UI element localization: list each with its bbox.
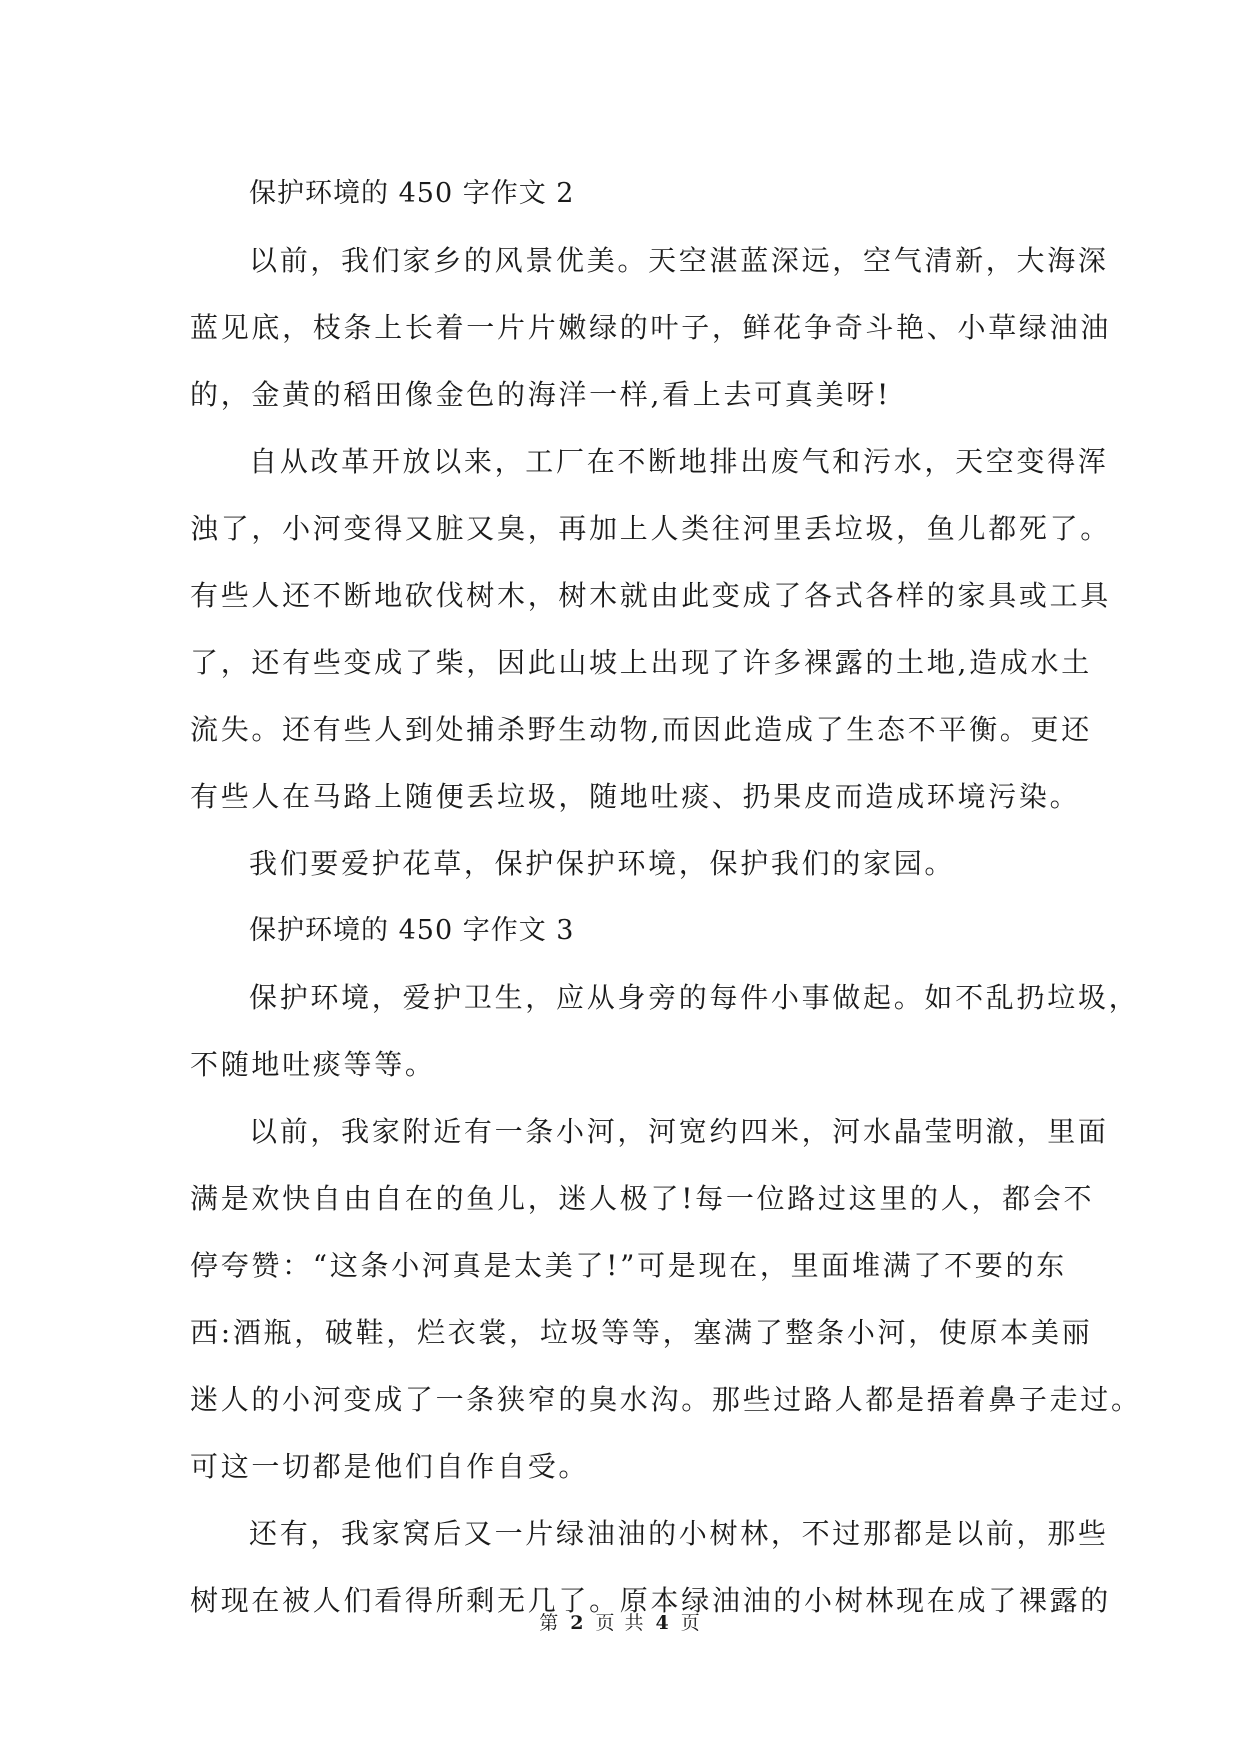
footer-total-pages: 4	[655, 1612, 671, 1634]
essay-heading-2: 保护环境的 450 字作文 2	[249, 178, 575, 209]
paragraph-line: 浊了，小河变得又脏又臭，再加上人类往河里丢垃圾，鱼儿都死了。	[190, 512, 1112, 545]
paragraph-line: 还有，我家窝后又一片绿油油的小树林，不过那都是以前，那些	[249, 1517, 1109, 1550]
document-body	[190, 160, 1142, 1634]
paragraph-line: 树现在被人们看得所剩无几了。原本绿油油的小树林现在成了裸露的	[190, 1584, 1112, 1617]
paragraph-line: 不随地吐痰等等。	[190, 1048, 436, 1081]
page-footer	[0, 1608, 1241, 1635]
paragraph-line: 自从改革开放以来，工厂在不断地排出废气和污水，天空变得浑	[249, 445, 1109, 478]
paragraph-line: 以前，我们家乡的风景优美。天空湛蓝深远，空气清新，大海深	[249, 244, 1109, 277]
paragraph-line: 的，金黄的稻田像金色的海洋一样,看上去可真美呀!	[190, 378, 891, 411]
footer-page-number: 2	[570, 1612, 586, 1634]
paragraph-line: 保护环境，爱护卫生，应从身旁的每件小事做起。如不乱扔垃圾，	[249, 981, 1140, 1014]
paragraph-line: 西:酒瓶，破鞋，烂衣裳，垃圾等等，塞满了整条小河，使原本美丽	[190, 1316, 1093, 1349]
paragraph-line: 停夸赞：“这条小河真是太美了!”可是现在，里面堆满了不要的东	[190, 1249, 1067, 1282]
paragraph-line: 我们要爱护花草，保护保护环境，保护我们的家园。	[249, 847, 956, 880]
paragraph-line: 了，还有些变成了柴，因此山坡上出现了许多裸露的土地,造成水土	[190, 646, 1092, 679]
paragraph-line: 蓝见底，枝条上长着一片片嫩绿的叶子，鲜花争奇斗艳、小草绿油油	[190, 311, 1112, 344]
footer-prefix: 第	[539, 1612, 561, 1634]
footer-total-label: 共	[624, 1612, 646, 1634]
paragraph-line: 流失。还有些人到处捕杀野生动物,而因此造成了生态不平衡。更还	[190, 713, 1092, 746]
paragraph-line: 有些人在马路上随便丢垃圾，随地吐痰、扔果皮而造成环境污染。	[190, 780, 1081, 813]
essay-heading-3: 保护环境的 450 字作文 3	[249, 915, 575, 946]
paragraph-line: 迷人的小河变成了一条狭窄的臭水沟。那些过路人都是捂着鼻子走过。	[190, 1383, 1142, 1416]
paragraph-line: 满是欢快自由自在的鱼儿，迷人极了!每一位路过这里的人，都会不	[190, 1182, 1095, 1215]
paragraph-line: 有些人还不断地砍伐树木，树木就由此变成了各式各样的家具或工具	[190, 579, 1112, 612]
footer-suffix: 页	[680, 1612, 702, 1634]
footer-page-label: 页	[595, 1612, 617, 1634]
paragraph-line: 可这一切都是他们自作自受。	[190, 1450, 590, 1483]
paragraph-line: 以前，我家附近有一条小河，河宽约四米，河水晶莹明澈，里面	[249, 1115, 1109, 1148]
